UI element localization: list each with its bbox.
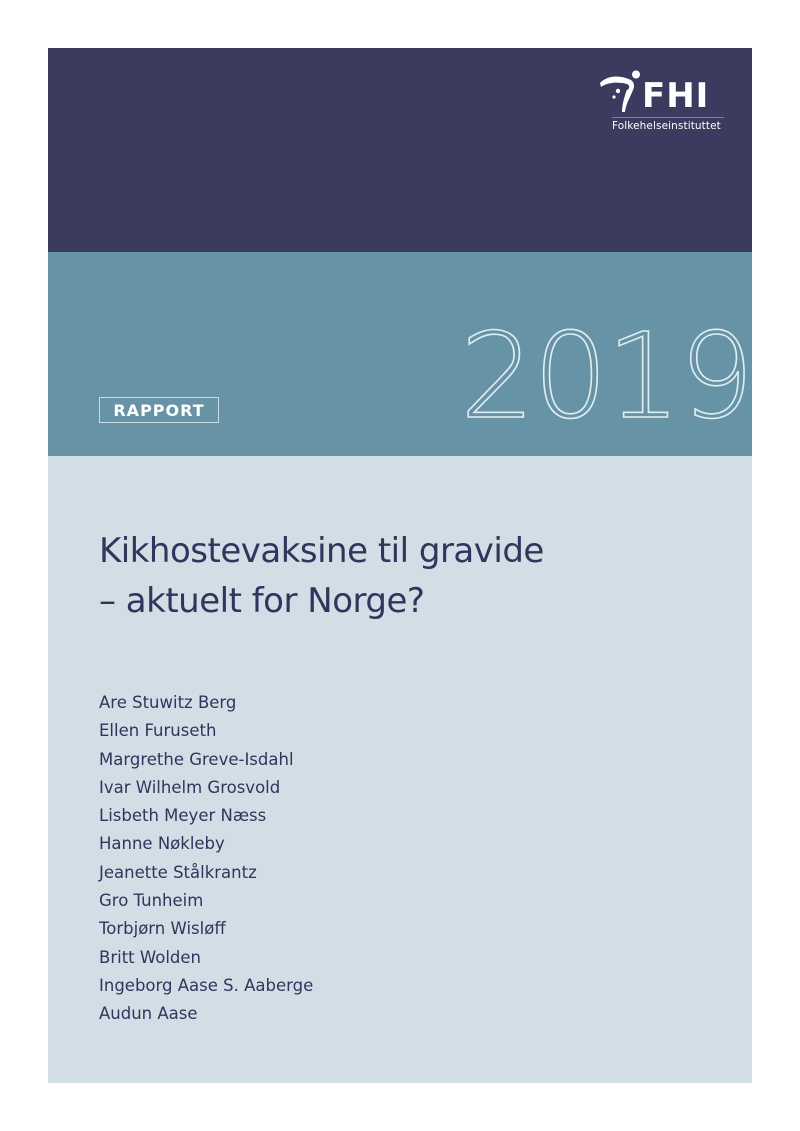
logo-subtitle: Folkehelseinstituttet: [612, 120, 721, 132]
report-cover: [48, 48, 752, 1083]
author-name: Ivar Wilhelm Grosvold: [99, 777, 281, 797]
logo-wordmark: FHI: [642, 76, 710, 116]
author-name: Gro Tunheim: [99, 891, 204, 911]
fhi-logo: [598, 70, 728, 134]
fhi-figure-icon: [598, 70, 644, 116]
author-name: Jeanette Stålkrantz: [99, 862, 257, 882]
header-band: [48, 48, 752, 252]
title-line-1: Kikhostevaksine til gravide: [99, 531, 544, 571]
publication-year: 2019: [460, 307, 753, 445]
report-title: [99, 526, 699, 626]
author-list: [99, 689, 313, 1029]
author-name: Ingeborg Aase S. Aaberge: [99, 975, 314, 995]
report-type-badge: RAPPORT: [99, 397, 219, 423]
author-name: Britt Wolden: [99, 947, 201, 967]
author-name: Ellen Furuseth: [99, 721, 217, 741]
author-name: Are Stuwitz Berg: [99, 693, 237, 712]
logo-divider: [612, 117, 724, 118]
author-name: Torbjørn Wisløff: [99, 919, 226, 939]
title-line-2: – aktuelt for Norge?: [99, 581, 425, 621]
author-name: Hanne Nøkleby: [99, 834, 225, 854]
author-name: Audun Aase: [99, 1004, 198, 1024]
author-name: Margrethe Greve-Isdahl: [99, 749, 294, 769]
author-name: Lisbeth Meyer Næss: [99, 806, 267, 826]
